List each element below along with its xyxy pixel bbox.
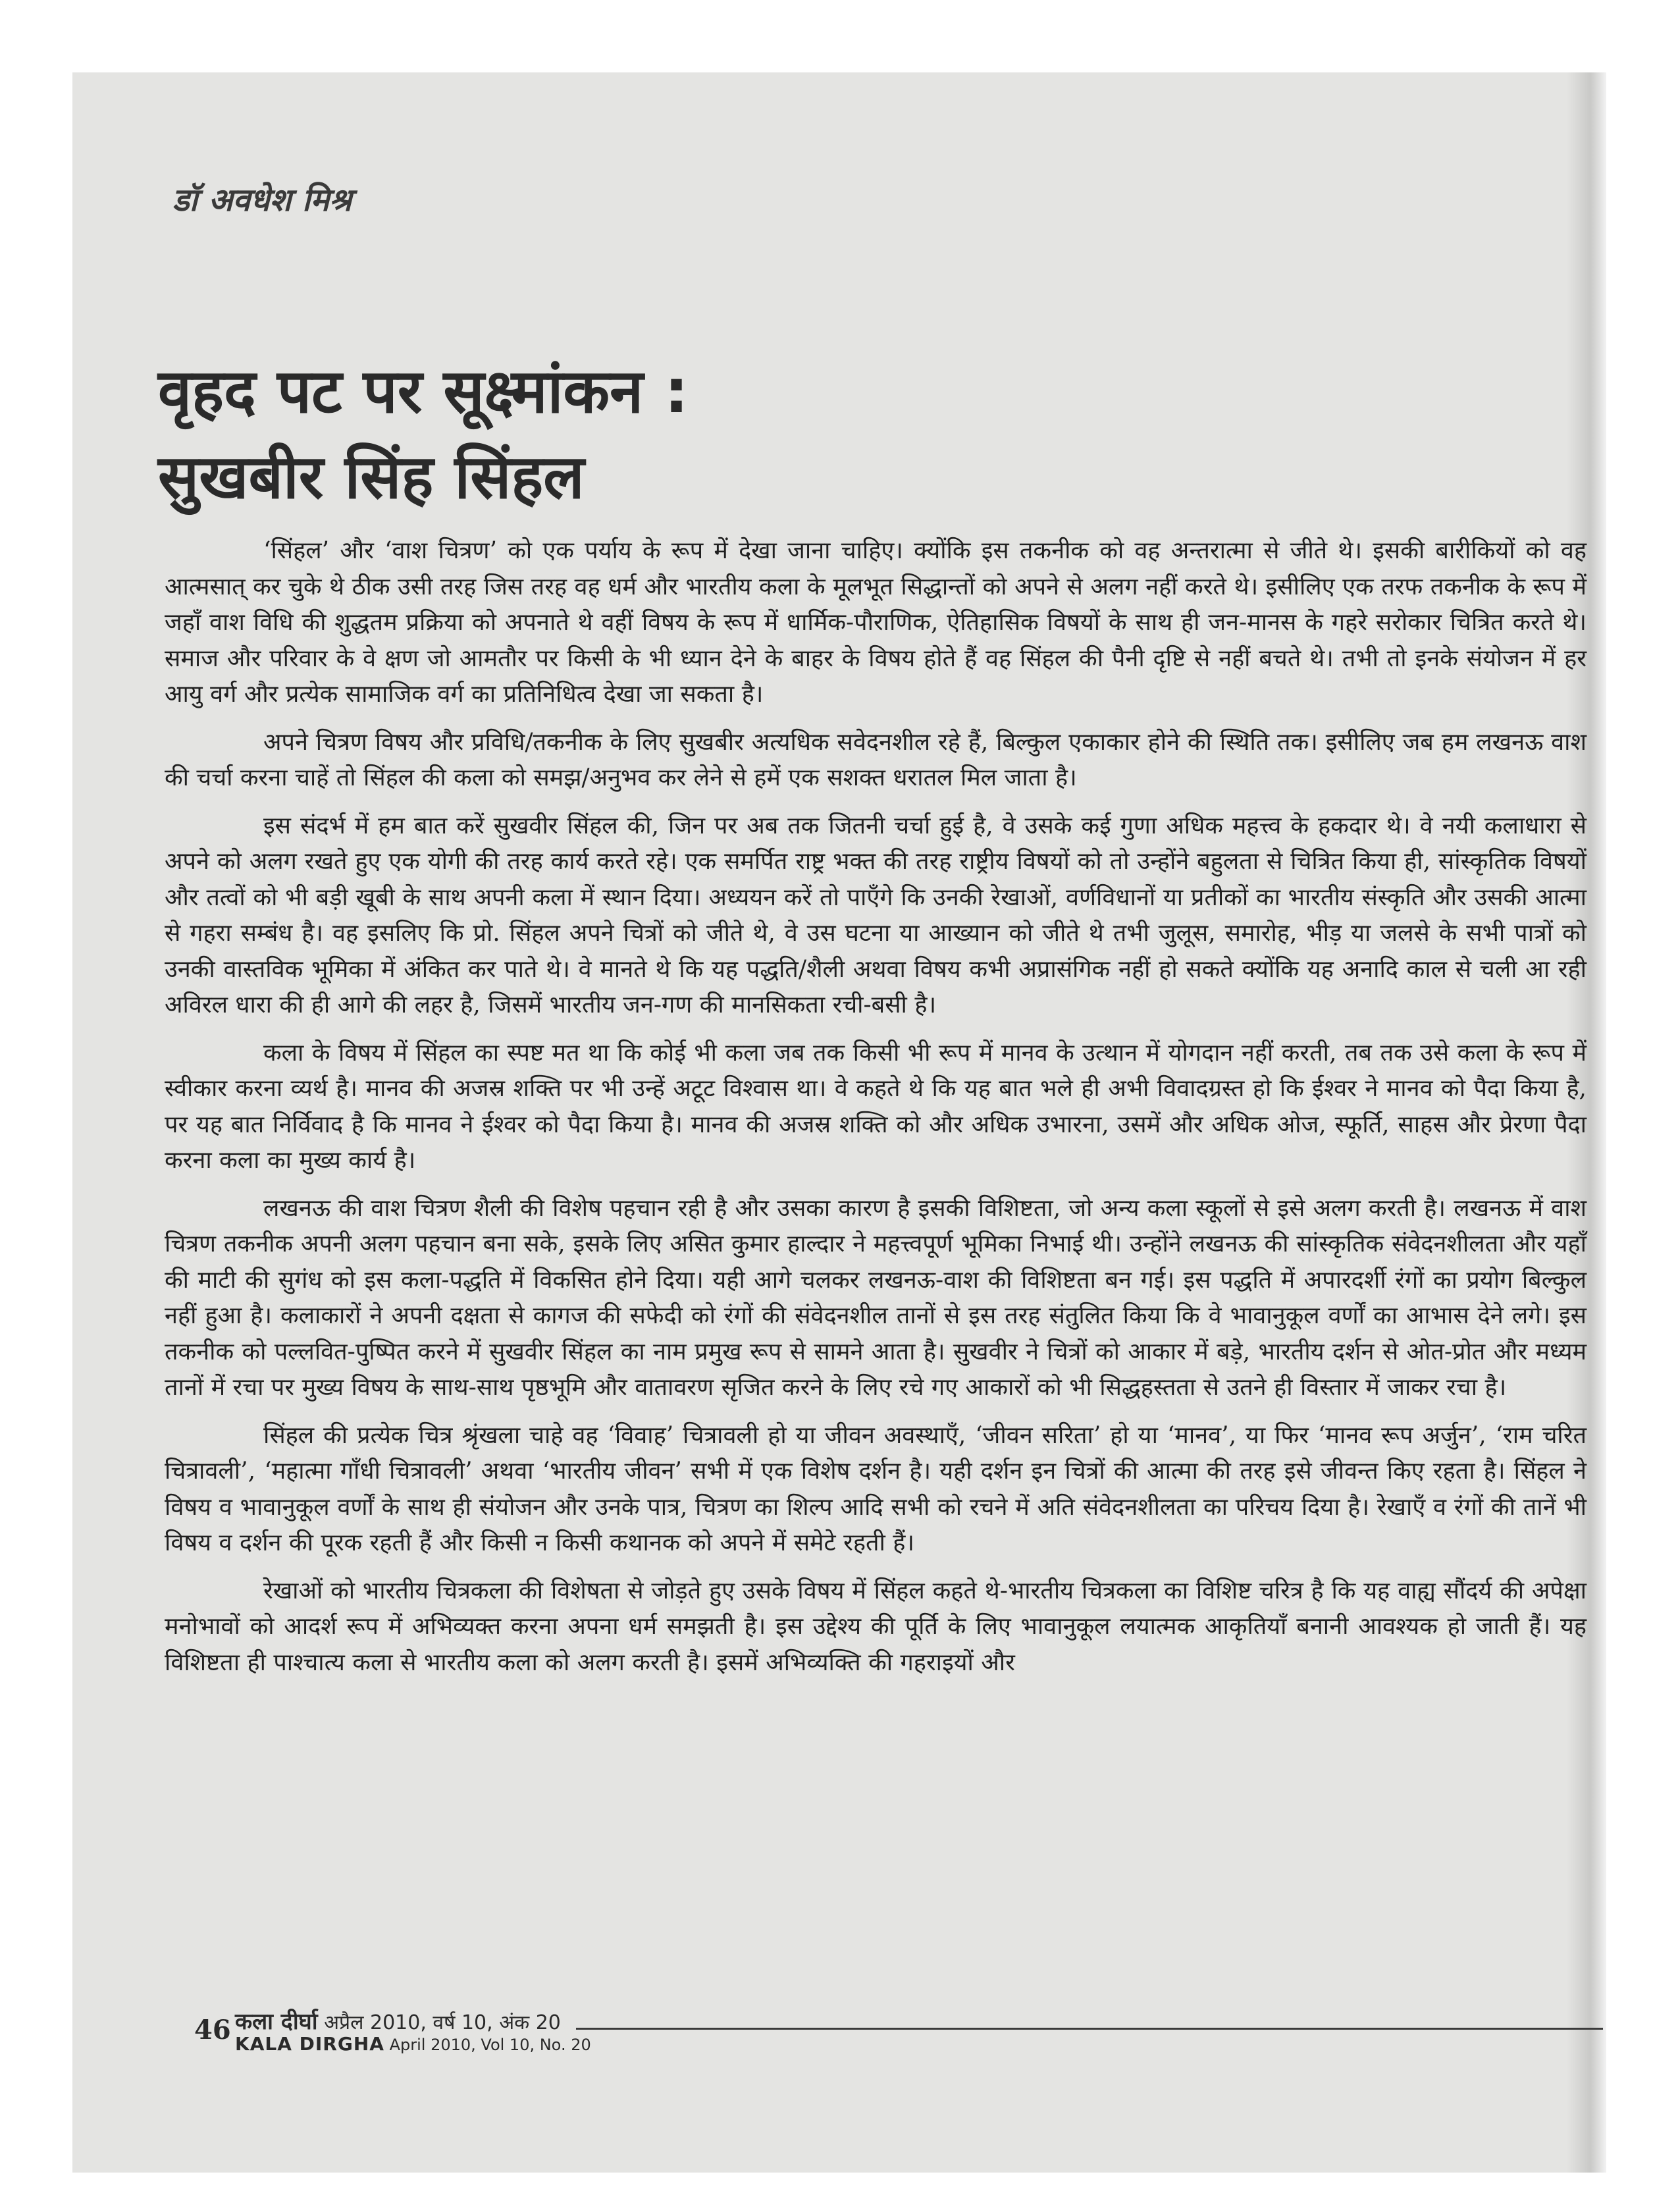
- paragraph: सिंहल की प्रत्येक चित्र श्रृंखला चाहे वह ‘विवाह’ चित्रावली हो या जीवन अवस्थाएँ, ‘जीवन सरिता’ हो या ‘मानव’, या फिर ‘मानव रूप अर्जुन’, ‘राम चरित चित्रावली’, ‘महात्मा गाँधी चित्रावली’ अथवा ‘भारतीय जीवन’ सभी में एक विशेष दर्शन है। यही दर्शन इन चित्रों की आत्मा की तरह इसे जीवन्त किए रहता है। सिंहल ने विषय व भावानुकूल वर्णों के साथ ही संयोजन और उनके पात्र, चित्रण का शिल्प आदि सभी को रचने में अति संवेदनशीलता का परिचय दिया है। रेखाएँ व रंगों की तानें भी विषय व दर्शन की पूरक रहती हैं और किसी न किसी कथानक को अपने में समेटे रहती हैं।: [165, 1421, 1587, 1556]
- article-body: [165, 533, 1587, 1693]
- author-name: डॉ अवधेश मिश्र: [172, 182, 352, 219]
- page-number: 46: [194, 2015, 231, 2046]
- magazine-name-hindi: कला दीर्घा: [235, 2009, 318, 2035]
- magazine-line-english: [235, 2033, 591, 2055]
- magazine-name-english: KALA DIRGHA: [235, 2033, 384, 2055]
- page-footer: [194, 2001, 1577, 2061]
- paragraph: कला के विषय में सिंहल का स्पष्ट मत था कि कोई भी कला जब तक किसी भी रूप में मानव के उत्थान में योगदान नहीं करती, तब तक उसे कला के रूप में स्वीकार करना व्यर्थ है। मानव की अजस्र शक्ति पर भी उन्हें अटूट विश्वास था। वे कहते थे कि यह बात भले ही अभी विवादग्रस्त हो कि ईश्वर ने मानव को पैदा किया है, पर यह बात निर्विवाद है कि मानव ने ईश्वर को पैदा किया है। मानव की अजस्र शक्ति को और अधिक उभारना, उसमें और अधिक ओज, स्फूर्ति, साहस और प्रेरणा पैदा करना कला का मुख्य कार्य है।: [165, 1039, 1587, 1174]
- issue-info-hindi: अप्रैल 2010, वर्ष 10, अंक 20: [324, 2011, 561, 2034]
- paragraph: लखनऊ की वाश चित्रण शैली की विशेष पहचान रही है और उसका कारण है इसकी विशिष्टता, जो अन्य कला स्कूलों से इसे अलग करती है। लखनऊ में वाश चित्रण तकनीक अपनी अलग पहचान बना सके, इसके लिए असित कुमार हाल्दार ने महत्त्वपूर्ण भूमिका निभाई थी। उन्होंने लखनऊ की सांस्कृतिक संवेदनशीलता और यहाँ की माटी की सुगंध को इस कला-पद्धति में विकसित होने दिया। यही आगे चलकर लखनऊ-वाश की विशिष्टता बन गई। इस पद्धति में अपारदर्शी रंगों का प्रयोग बिल्कुल नहीं हुआ है। कलाकारों ने अपनी दक्षता से कागज की सफेदी को रंगों की संवेदनशील तानों से इस तरह संतुलित किया कि वे भावानुकूल वर्णों का आभास देने लगे। इस तकनीक को पल्लवित-पुष्पित करने में सुखवीर सिंहल का नाम प्रमुख रूप से सामने आता है। सुखवीर ने चित्रों को आकार में बड़े, भारतीय दर्शन से ओत-प्रोत और मध्यम तानों में रचा पर मुख्य विषय के साथ-साथ पृष्ठभूमि और वातावरण सृजित करने के लिए रचे गए आकारों को भी सिद्धहस्तता से उतने ही विस्तार में जाकर रचा है।: [165, 1194, 1587, 1401]
- article-title: [158, 349, 1475, 520]
- paragraph: ‘सिंहल’ और ‘वाश चित्रण’ को एक पर्याय के रूप में देखा जाना चाहिए। क्योंकि इस तकनीक को वह अन्तरात्मा से जीते थे। इसकी बारीकियों को वह आत्मसात् कर चुके थे ठीक उसी तरह जिस तरह वह धर्म और भारतीय कला के मूलभूत सिद्धान्तों को अपने से अलग नहीं करते थे। इसीलिए एक तरफ तकनीक के रूप में जहाँ वाश विधि की शुद्धतम प्रक्रिया को अपनाते थे वहीं विषय के रूप में धार्मिक-पौराणिक, ऐतिहासिक विषयों के साथ ही जन-मानस के गहरे सरोकार चित्रित करते थे। समाज और परिवार के वे क्षण जो आमतौर पर किसी के भी ध्यान देने के बाहर के विषय होते हैं वह सिंहल की पैनी दृष्टि से नहीं बचते थे। तभी तो इनके संयोजन में हर आयु वर्ग और प्रत्येक सामाजिक वर्ग का प्रतिनिधित्व देखा जा सकता है।: [165, 537, 1587, 708]
- title-line-2: सुखबीर सिंह सिंहल: [158, 442, 585, 512]
- issue-info-english: April 2010, Vol 10, No. 20: [389, 2036, 591, 2054]
- paragraph: अपने चित्रण विषय और प्रविधि/तकनीक के लिए सुखबीर अत्यधिक सवेदनशील रहे हैं, बिल्कुल एकाकार होने की स्थिति तक। इसीलिए जब हम लखनऊ वाश की चर्चा करना चाहें तो सिंहल की कला को समझ/अनुभव कर लेने से हमें एक सशक्त धरातल मिल जाता है।: [165, 728, 1587, 791]
- magazine-line-hindi: [235, 2005, 561, 2036]
- paragraph: रेखाओं को भारतीय चित्रकला की विशेषता से जोड़ते हुए उसके विषय में सिंहल कहते थे-भारतीय चित्रकला का विशिष्ट चरित्र है कि यह वाह्य सौंदर्य की अपेक्षा मनोभावों को आदर्श रूप में अभिव्यक्त करना अपना धर्म समझती है। इस उद्देश्य की पूर्ति के लिए भावानुकूल लयात्मक आकृतियाँ बनानी आवश्यक हो जाती हैं। यह विशिष्टता ही पाश्चात्य कला से भारतीय कला को अलग करती है। इसमें अभिव्यक्ति की गहराइयों और: [165, 1577, 1587, 1676]
- paragraph: इस संदर्भ में हम बात करें सुखवीर सिंहल की, जिन पर अब तक जितनी चर्चा हुई है, वे उसके कई गुणा अधिक महत्त्व के हकदार थे। वे नयी कलाधारा से अपने को अलग रखते हुए एक योगी की तरह कार्य करते रहे। एक समर्पित राष्ट्र भक्त की तरह राष्ट्रीय विषयों को तो उन्होंने बहुलता से चित्रित किया ही, सांस्कृतिक विषयों और तत्वों को भी बड़ी खूबी के साथ अपनी कला में स्थान दिया। अध्ययन करें तो पाएँगे कि उनकी रेखाओं, वर्णविधानों या प्रतीकों का भारतीय संस्कृति और उसकी आत्मा से गहरा सम्बंध है। वह इसलिए कि प्रो. सिंहल अपने चित्रों को जीते थे, वे उस घटना या आख्यान को जीते थे तभी जुलूस, समारोह, भीड़ या जलसे के सभी पात्रों को उनकी वास्तविक भूमिका में अंकित कर पाते थे। वे मानते थे कि यह पद्धति/शैली अथवा विषय कभी अप्रासंगिक नहीं हो सकते क्योंकि यह अनादि काल से चली आ रही अविरल धारा की ही आगे की लहर है, जिसमें भारतीय जन-गण की मानसिकता रची-बसी है।: [165, 812, 1587, 1018]
- footer-rule: [576, 2028, 1603, 2030]
- title-line-1: वृहद पट पर सूक्ष्मांकन :: [158, 356, 689, 427]
